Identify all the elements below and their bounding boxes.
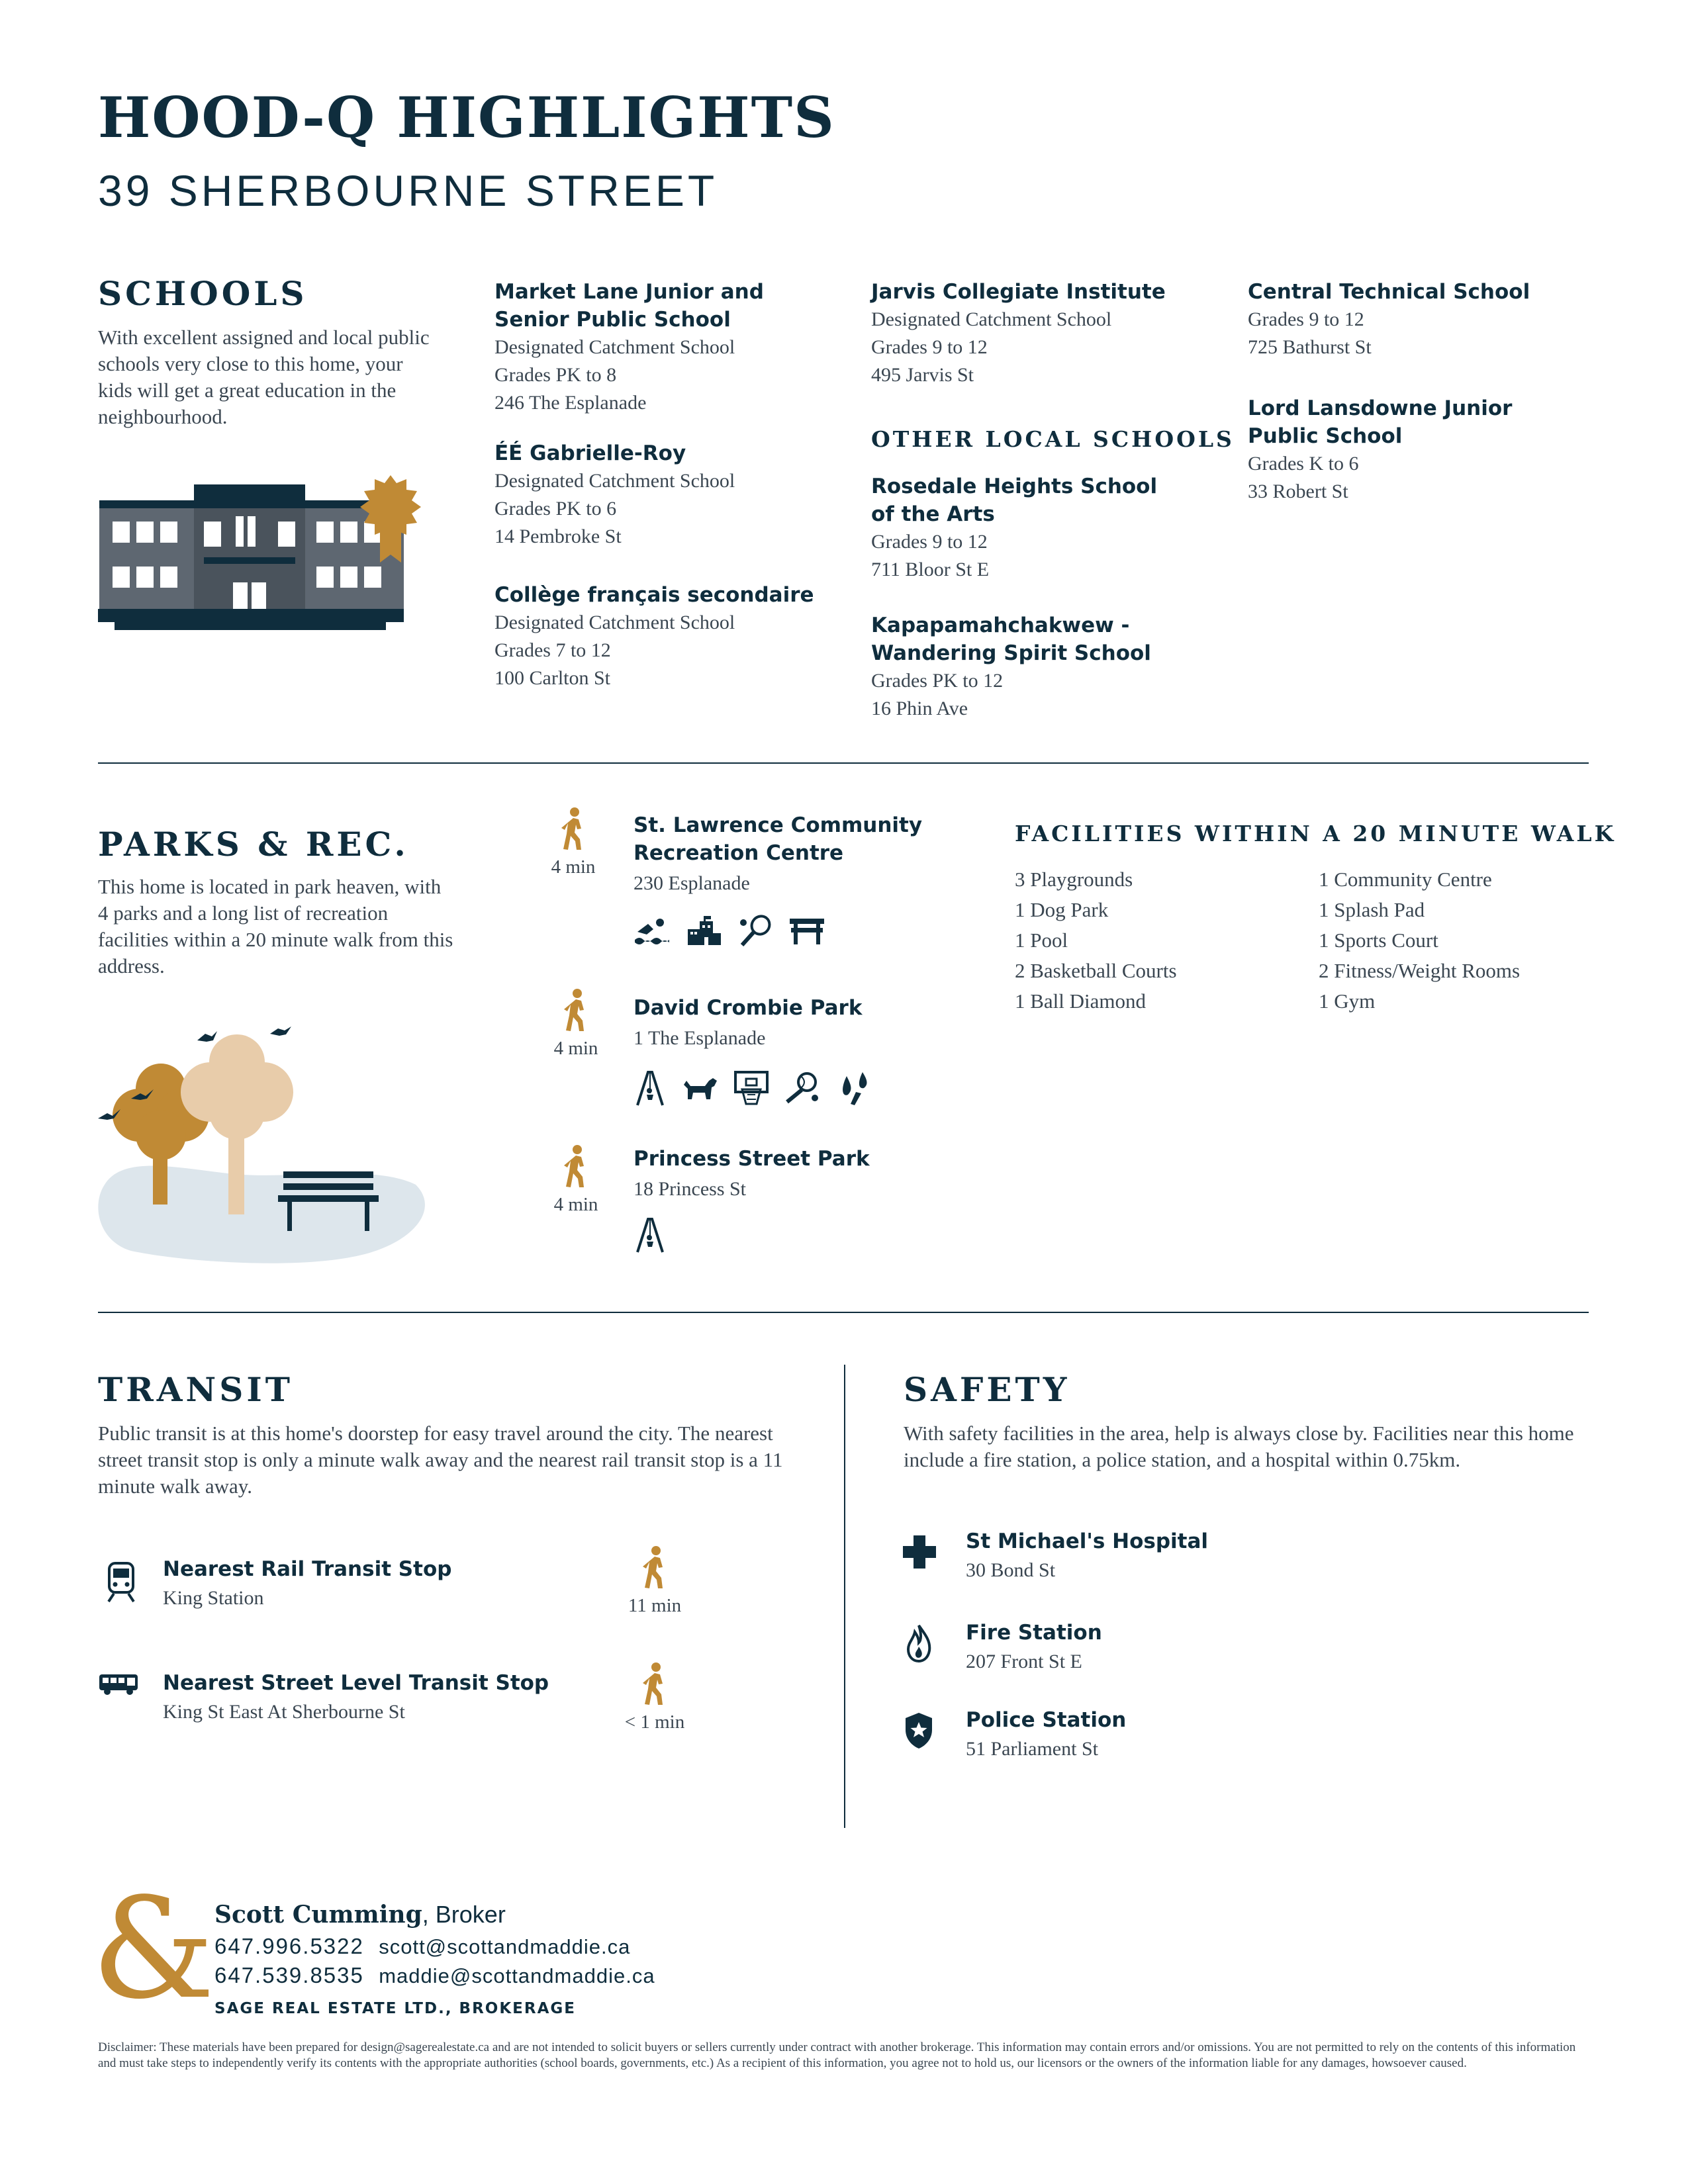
walk-time-label: 4 min <box>553 1194 598 1215</box>
phone-number[interactable]: 647.996.5322 <box>214 1934 364 1958</box>
contact-line-1 <box>214 1934 630 1959</box>
schools-heading: SCHOOLS <box>98 274 308 313</box>
school-lord-lansdowne <box>1248 394 1526 506</box>
walk-time-label: 11 min <box>628 1595 682 1616</box>
school-name: Jarvis Collegiate Institute <box>871 280 1166 304</box>
safety-hospital <box>966 1527 1363 1584</box>
park-address: 1 The Esplanade <box>633 1027 766 1049</box>
park-name: Princess Street Park <box>633 1147 870 1171</box>
park-st-lawrence <box>633 811 978 948</box>
school-name: ÉÉ Gabrielle-Roy <box>494 441 686 465</box>
park-name: St. Lawrence Community Recreation Centre <box>633 813 923 865</box>
school-kapapamahchakwew <box>871 612 1176 723</box>
divider-schools <box>98 762 1589 764</box>
brand-logo: & <box>91 1868 215 2030</box>
school-grades: Grades 9 to 12 <box>1248 308 1364 330</box>
bus-icon <box>98 1673 140 1700</box>
safety-fire-station <box>966 1619 1363 1676</box>
safety-heading: SAFETY <box>904 1370 1070 1409</box>
walking-person-icon <box>640 1661 669 1707</box>
school-grades: Grades 9 to 12 <box>871 336 988 358</box>
school-gabrielle-roy <box>494 439 839 551</box>
fitness-icon <box>788 915 825 948</box>
agent-name: Scott Cumming <box>214 1901 422 1929</box>
walking-person-icon <box>561 987 590 1034</box>
safety-value: 51 Parliament St <box>966 1738 1098 1760</box>
playground-icon <box>633 1069 667 1107</box>
park-facility-icons <box>633 915 978 948</box>
brokerage-name: SAGE REAL ESTATE LTD., BROKERAGE <box>214 2000 576 2017</box>
transit-rail <box>163 1555 586 1612</box>
school-address: 495 Jarvis St <box>871 364 974 386</box>
school-name: Rosedale Heights School of the Arts <box>871 475 1158 526</box>
walking-person-icon <box>561 1144 590 1190</box>
facilities-list-left <box>1015 864 1177 1017</box>
transit-intro: Public transit is at this home's doorstep for easy travel around the city. The nearest street transit stop is only a minute walk away and the nearest rail transit stop is a 11 minute walk away. <box>98 1422 783 1498</box>
facility-item: 3 Playgrounds <box>1015 868 1133 891</box>
parks-intro: This home is located in park heaven, with 4 parks and a long list of recreation facilities within a 20 minute walk from this address. <box>98 875 453 978</box>
facilities-list-right <box>1319 864 1520 1017</box>
school-grades: Grades PK to 8 <box>494 364 617 386</box>
walking-person-icon <box>559 806 588 852</box>
other-schools-heading: OTHER LOCAL SCHOOLS <box>871 426 1235 452</box>
park-facility-icons <box>633 1216 978 1253</box>
transit-heading: TRANSIT <box>98 1370 293 1409</box>
safety-police-station <box>966 1706 1363 1763</box>
walk-time-label: 4 min <box>553 1038 598 1059</box>
school-grades: Grades K to 6 <box>1248 453 1359 475</box>
school-detail: Designated Catchment School <box>494 470 735 492</box>
school-detail: Designated Catchment School <box>871 308 1112 330</box>
safety-value: 30 Bond St <box>966 1559 1056 1581</box>
facility-item: 1 Pool <box>1015 929 1068 952</box>
transit-walk-time <box>615 1545 694 1617</box>
email-link[interactable]: maddie@scottandmaddie.ca <box>379 1964 655 1987</box>
school-college-francais <box>494 581 865 692</box>
train-icon <box>106 1562 136 1606</box>
page-title: HOOD-Q HIGHLIGHTS <box>98 85 835 150</box>
school-building-illustration <box>98 470 429 639</box>
facilities-heading: FACILITIES WITHIN A 20 MINUTE WALK <box>1015 821 1617 846</box>
transit-value: King St East At Sherbourne St <box>163 1701 405 1723</box>
community-centre-icon <box>685 915 722 948</box>
school-address: 725 Bathurst St <box>1248 336 1372 358</box>
basketball-icon <box>733 1069 770 1107</box>
sports-court-icon <box>737 915 774 948</box>
facility-item: 1 Splash Pad <box>1319 898 1425 921</box>
school-grades: Grades PK to 12 <box>871 670 1004 692</box>
school-address: 16 Phin Ave <box>871 698 968 719</box>
safety-value: 207 Front St E <box>966 1651 1082 1672</box>
page-address: 39 SHERBOURNE STREET <box>98 166 718 215</box>
disclaimer: Disclaimer: These materials have been prepared for design@sagerealestate.ca and are not intended to solicit buyers or sellers currently under contract with another brokerage. This information may contain errors and/or omissions. You are not permitted to rely on the contents of this information and must take steps to independently verify its contents with the appropriate authorities (school boards, governments, etc.) As a recipient of this information, you agree not to hold us, our licensors or the owners of the information liable for any damages, howsoever caused. <box>98 2040 1576 2070</box>
school-central-technical <box>1248 278 1566 361</box>
police-badge-icon <box>903 1711 935 1753</box>
parks-heading: PARKS & REC. <box>98 825 409 864</box>
facility-item: 1 Community Centre <box>1319 868 1492 891</box>
ball-diamond-icon <box>784 1071 821 1105</box>
transit-street <box>163 1669 626 1726</box>
walk-time-label: 4 min <box>551 856 596 878</box>
school-detail: Designated Catchment School <box>494 612 735 633</box>
playground-icon <box>633 1216 667 1253</box>
facility-item: 1 Sports Court <box>1319 929 1438 952</box>
school-address: 33 Robert St <box>1248 480 1348 502</box>
school-rosedale <box>871 473 1176 584</box>
facility-item: 1 Dog Park <box>1015 898 1109 921</box>
park-illustration <box>98 1019 429 1274</box>
park-address: 230 Esplanade <box>633 872 750 894</box>
schools-intro: With excellent assigned and local public schools very close to this home, your kids will get a great education in the neighbourhood. <box>98 326 430 428</box>
facility-item: 2 Basketball Courts <box>1015 959 1177 982</box>
school-name: Lord Lansdowne Junior Public School <box>1248 396 1513 448</box>
school-market-lane <box>494 278 839 417</box>
vertical-divider <box>844 1365 845 1828</box>
splash-pad-icon <box>836 1069 873 1107</box>
agent-role: , Broker <box>422 1901 506 1928</box>
phone-number[interactable]: 647.539.8535 <box>214 1963 364 1987</box>
email-link[interactable]: scott@scottandmaddie.ca <box>379 1935 631 1958</box>
transit-walk-time <box>615 1661 694 1733</box>
hospital-cross-icon <box>902 1534 937 1573</box>
facility-item: 1 Ball Diamond <box>1015 989 1147 1013</box>
park-address: 18 Princess St <box>633 1178 747 1200</box>
school-grades: Grades 9 to 12 <box>871 531 988 553</box>
school-address: 711 Bloor St E <box>871 559 990 580</box>
school-address: 100 Carlton St <box>494 667 611 689</box>
school-grades: Grades 7 to 12 <box>494 639 611 661</box>
park-name: David Crombie Park <box>633 996 863 1020</box>
facility-item: 1 Gym <box>1319 989 1376 1013</box>
walking-person-icon <box>640 1545 669 1591</box>
transit-label: Nearest Rail Transit Stop <box>163 1557 452 1581</box>
park-walk-time <box>536 987 616 1060</box>
school-name: Central Technical School <box>1248 280 1530 304</box>
school-name: Market Lane Junior and Senior Public School <box>494 280 764 332</box>
school-jarvis <box>871 278 1215 389</box>
park-walk-time <box>534 806 613 878</box>
safety-label: Police Station <box>966 1708 1127 1732</box>
school-address: 246 The Esplanade <box>494 392 647 414</box>
fire-icon <box>906 1624 932 1666</box>
walk-time-label: < 1 min <box>624 1711 685 1733</box>
divider-parks <box>98 1312 1589 1313</box>
school-grades: Grades PK to 6 <box>494 498 617 520</box>
park-david-crombie <box>633 994 978 1107</box>
park-facility-icons <box>633 1069 978 1107</box>
school-name: Collège français secondaire <box>494 583 814 607</box>
facility-item: 2 Fitness/Weight Rooms <box>1319 959 1521 982</box>
safety-label: St Michael's Hospital <box>966 1529 1209 1553</box>
safety-label: Fire Station <box>966 1621 1102 1645</box>
transit-value: King Station <box>163 1587 264 1609</box>
contact-line-2 <box>214 1963 655 1988</box>
agent-name-line <box>214 1901 506 1929</box>
transit-label: Nearest Street Level Transit Stop <box>163 1671 549 1695</box>
dog-park-icon <box>681 1071 718 1105</box>
safety-intro: With safety facilities in the area, help is always close by. Facilities near this home include a fire station, a police station, and a hospital within 0.75km. <box>904 1422 1574 1471</box>
park-walk-time <box>536 1144 616 1216</box>
school-address: 14 Pembroke St <box>494 525 622 547</box>
swimming-icon <box>633 915 671 948</box>
school-detail: Designated Catchment School <box>494 336 735 358</box>
park-princess-street <box>633 1145 978 1253</box>
school-name: Kapapamahchakwew - Wandering Spirit School <box>871 614 1151 665</box>
